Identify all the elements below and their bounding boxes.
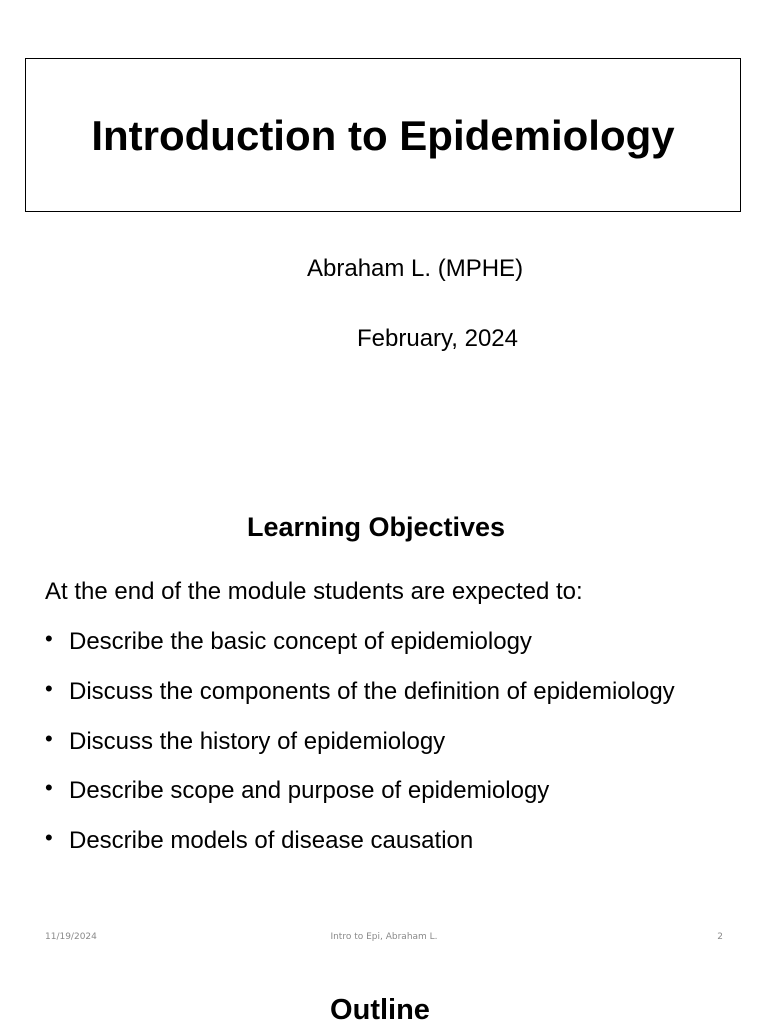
bullet-icon: •	[45, 775, 53, 801]
objective-text: Discuss the components of the definition of epidemiology	[69, 677, 675, 705]
objective-text: Discuss the history of epidemiology	[69, 727, 446, 755]
outline-heading: Outline	[330, 994, 430, 1026]
footer-title: Intro to Epi, Abraham L.	[330, 932, 438, 942]
bullet-icon: •	[45, 825, 53, 851]
footer-date: 11/19/2024	[45, 932, 97, 942]
page-number: 2	[717, 932, 723, 942]
title-box	[25, 58, 741, 212]
objective-text: Describe models of disease causation	[69, 827, 474, 855]
objective-text: Describe the basic concept of epidemiology	[69, 628, 532, 655]
bullet-icon: •	[45, 675, 53, 701]
learning-objectives-heading: Learning Objectives	[246, 512, 506, 542]
author-name: Abraham L. (MPHE)	[307, 255, 524, 282]
bullet-icon: •	[45, 725, 53, 751]
slide-title: Introduction to Epidemiology	[91, 112, 675, 159]
bullet-icon: •	[45, 626, 53, 651]
objectives-intro: At the end of the module students are expected to:	[45, 578, 583, 605]
presentation-date: February, 2024	[357, 325, 518, 352]
objective-text: Describe scope and purpose of epidemiology	[69, 777, 550, 805]
